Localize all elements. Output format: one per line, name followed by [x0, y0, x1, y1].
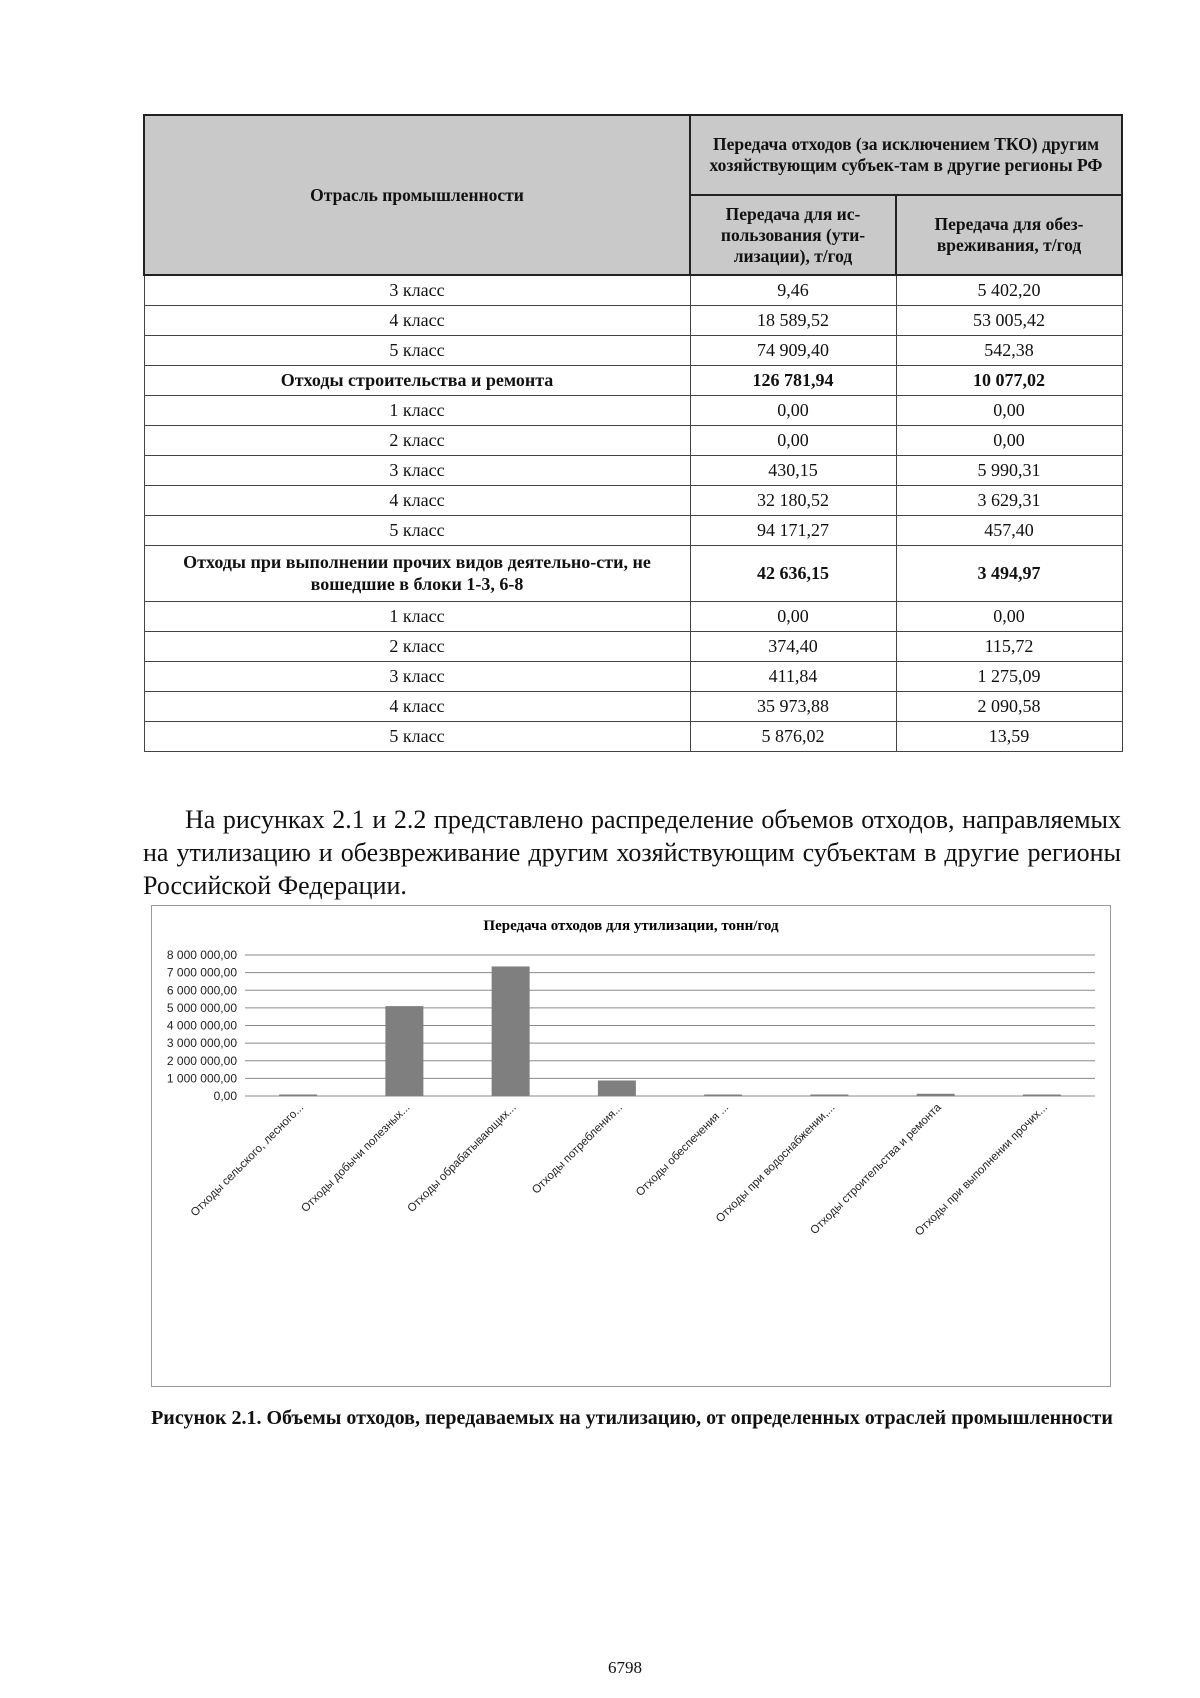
table-row [144, 275, 1122, 305]
row-neutral-value: 2 090,58 [896, 691, 1122, 721]
bar [917, 1094, 955, 1096]
header-transfer-group: Передача отходов (за исключением ТКО) другим хозяйствующим субъек-там в другие регионы РФ [690, 115, 1122, 195]
row-neutral-value: 5 990,31 [896, 455, 1122, 485]
y-tick-label: 3 000 000,00 [166, 1036, 237, 1051]
table-row [144, 305, 1122, 335]
bar [492, 966, 530, 1096]
y-tick-label: 2 000 000,00 [166, 1053, 237, 1068]
row-neutral-value: 542,38 [896, 335, 1122, 365]
header-industry: Отрасль промышленности [144, 115, 690, 275]
row-name: 1 класс [144, 601, 690, 631]
row-use-value: 9,46 [690, 275, 896, 305]
row-use-value: 35 973,88 [690, 691, 896, 721]
y-tick-label: 6 000 000,00 [166, 983, 237, 998]
row-neutral-value: 0,00 [896, 395, 1122, 425]
row-neutral-value: 1 275,09 [896, 661, 1122, 691]
row-use-value: 0,00 [690, 425, 896, 455]
row-neutral-value: 3 629,31 [896, 485, 1122, 515]
chart-bars [279, 966, 1061, 1096]
y-tick-label: 8 000 000,00 [166, 948, 237, 962]
row-use-value: 74 909,40 [690, 335, 896, 365]
bar [279, 1095, 317, 1097]
row-name: 2 класс [144, 631, 690, 661]
table-row [144, 661, 1122, 691]
row-name: 4 класс [144, 485, 690, 515]
row-name: 4 класс [144, 305, 690, 335]
table-row [144, 631, 1122, 661]
row-neutral-value: 115,72 [896, 631, 1122, 661]
y-tick-label: 0,00 [213, 1089, 237, 1103]
table-row [144, 335, 1122, 365]
x-tick-label: Отходы при выполнении прочих... [913, 1101, 1050, 1239]
row-name: 3 класс [144, 275, 690, 305]
row-use-value: 0,00 [690, 601, 896, 631]
table-row [144, 515, 1122, 545]
bar [810, 1095, 848, 1097]
header-neutralization: Передача для обез-вреживания, т/год [896, 195, 1122, 275]
bar [598, 1080, 636, 1096]
y-axis-ticks [167, 948, 237, 1103]
row-name: 4 класс [144, 691, 690, 721]
x-axis-labels [189, 1101, 1050, 1238]
row-name: 1 класс [144, 395, 690, 425]
table-row-group-total [144, 545, 1122, 601]
table-row [144, 485, 1122, 515]
table-row [144, 691, 1122, 721]
body-paragraph: На рисунках 2.1 и 2.2 представлено распределение объемов отходов, направляемых на утилизацию и обезвреживание другим хозяйствующим субъектам в другие регионы Российской Федерации. [143, 805, 1121, 900]
row-name: 2 класс [144, 425, 690, 455]
bar-chart [152, 906, 1110, 1386]
row-neutral-value: 10 077,02 [896, 365, 1122, 395]
table-row [144, 601, 1122, 631]
row-neutral-value: 13,59 [896, 721, 1122, 751]
row-use-value: 94 171,27 [690, 515, 896, 545]
table-row [144, 395, 1122, 425]
row-neutral-value: 457,40 [896, 515, 1122, 545]
table-body [144, 275, 1122, 751]
row-neutral-value: 5 402,20 [896, 275, 1122, 305]
chart-frame [151, 905, 1111, 1387]
row-name: 5 класс [144, 721, 690, 751]
table-row [144, 721, 1122, 751]
table-row [144, 425, 1122, 455]
row-neutral-value: 3 494,97 [896, 545, 1122, 601]
x-tick-label: Отходы обеспечения ... [633, 1101, 732, 1199]
row-use-value: 18 589,52 [690, 305, 896, 335]
row-neutral-value: 53 005,42 [896, 305, 1122, 335]
row-use-value: 374,40 [690, 631, 896, 661]
x-tick-label: Отходы потребления... [530, 1101, 625, 1197]
row-use-value: 430,15 [690, 455, 896, 485]
chart-grid [245, 955, 1095, 1096]
row-use-value: 42 636,15 [690, 545, 896, 601]
figure-caption: Рисунок 2.1. Объемы отходов, передаваемых на утилизацию, от определенных отраслей промышленности [151, 1407, 1113, 1429]
page-number: 6798 [608, 1658, 642, 1677]
row-use-value: 411,84 [690, 661, 896, 691]
x-tick-label: Отходы при водоснабжении,... [714, 1101, 838, 1226]
y-tick-label: 4 000 000,00 [166, 1018, 237, 1033]
x-tick-label: Отходы строительства и ремонта [808, 1101, 944, 1237]
row-name: 5 класс [144, 515, 690, 545]
row-use-value: 126 781,94 [690, 365, 896, 395]
bar [704, 1095, 742, 1097]
row-name: 3 класс [144, 455, 690, 485]
bar [1023, 1095, 1061, 1097]
row-neutral-value: 0,00 [896, 601, 1122, 631]
row-name: Отходы при выполнении прочих видов деятельно-сти, не вошедшие в блоки 1-3, 6-8 [144, 545, 690, 601]
row-use-value: 32 180,52 [690, 485, 896, 515]
x-tick-label: Отходы добычи полезных... [299, 1101, 413, 1215]
row-name: 5 класс [144, 335, 690, 365]
row-use-value: 0,00 [690, 395, 896, 425]
x-tick-label: Отходы обрабатывающих... [405, 1101, 519, 1215]
row-use-value: 5 876,02 [690, 721, 896, 751]
y-tick-label: 1 000 000,00 [166, 1071, 237, 1086]
chart-title: Передача отходов для утилизации, тонн/год [483, 918, 779, 934]
header-utilization: Передача для ис-пользования (ути-лизации), т/год [690, 195, 896, 275]
row-name: Отходы строительства и ремонта [144, 365, 690, 395]
waste-transfer-table [143, 114, 1123, 752]
row-name: 3 класс [144, 661, 690, 691]
y-tick-label: 7 000 000,00 [166, 965, 237, 980]
table-row [144, 455, 1122, 485]
y-tick-label: 5 000 000,00 [166, 1000, 237, 1015]
x-tick-label: Отходы сельского, лесного... [188, 1101, 307, 1220]
row-neutral-value: 0,00 [896, 425, 1122, 455]
table-row-group-total [144, 365, 1122, 395]
bar [385, 1006, 423, 1096]
